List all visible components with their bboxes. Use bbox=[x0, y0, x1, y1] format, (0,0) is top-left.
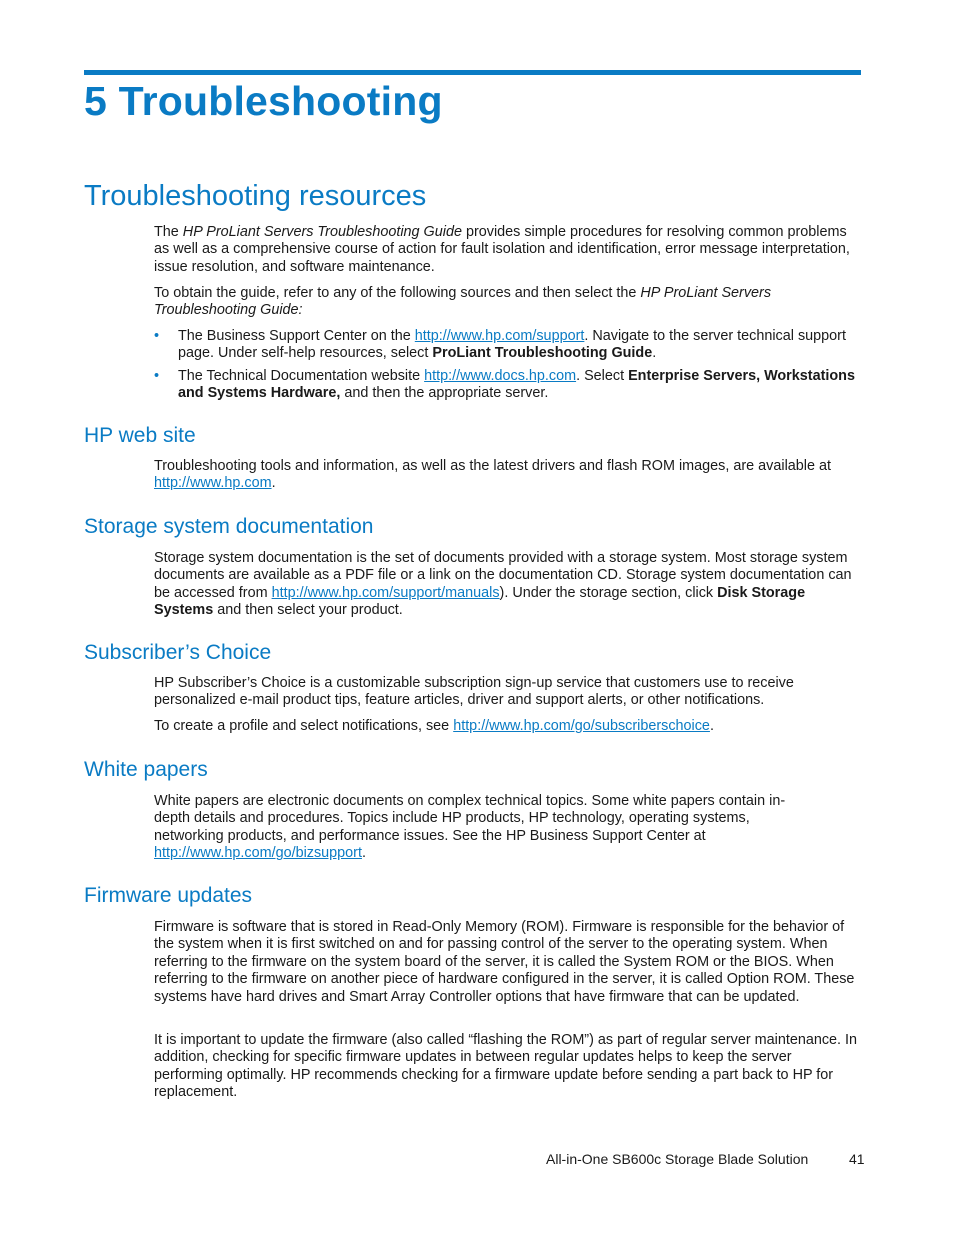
footer-title: All-in-One SB600c Storage Blade Solution bbox=[546, 1151, 809, 1167]
guide-title: HP ProLiant Servers Troubleshooting Guide: bbox=[154, 285, 772, 319]
intro-paragraph-1: The HP ProLiant Servers Troubleshooting Guide provides simple procedures for resolving common problems as well as a comprehensive course of action for fault isolation and identification, error message interpretation, issue resolution, and software maintenance. bbox=[154, 224, 850, 275]
firmware-paragraph-2: It is important to update the firmware (also called “flashing the ROM”) as part of regular server maintenance. In addition, checking for specific firmware updates in between regular updates helps to keep the server performing optimally. HP recommends checking for a firmware update before sending a part back to HP for replacement. bbox=[154, 1032, 858, 1101]
manuals-link[interactable]: http://www.hp.com/support/manuals bbox=[271, 584, 500, 601]
white-papers-heading: White papers bbox=[84, 758, 208, 781]
guide-title: HP ProLiant Servers Troubleshooting Guide bbox=[182, 224, 462, 240]
subscribers-heading: Subscriber’s Choice bbox=[84, 641, 272, 664]
hp-web-site-heading: HP web site bbox=[84, 424, 196, 447]
section-title: Troubleshooting resources bbox=[84, 180, 427, 212]
bizsupport-link[interactable]: http://www.hp.com/go/bizsupport bbox=[154, 845, 362, 862]
docs-link[interactable]: http://www.docs.hp.com bbox=[424, 368, 577, 384]
firmware-heading: Firmware updates bbox=[84, 884, 253, 907]
hp-web-site-paragraph: Troubleshooting tools and information, as well as the latest drivers and flash ROM images, are available at http://www.hp.com. bbox=[154, 458, 831, 492]
white-papers-paragraph: White papers are electronic documents on complex technical topics. Some white papers contain in-depth details and procedures. Topics include HP products, HP technology, operating systems, networking products, and performance issues. See the HP Business Support Center at http://www.hp.com/go/bizsupport. bbox=[154, 793, 786, 862]
subscribers-paragraph-1: HP Subscriber’s Choice is a customizable subscription sign-up service that customers use to receive personalized e-mail product tips, feature articles, driver and support alerts, or other notifications. bbox=[154, 675, 794, 709]
subscribers-link[interactable]: http://www.hp.com/go/subscriberschoice bbox=[453, 718, 710, 734]
chapter-title: 5 Troubleshooting bbox=[84, 78, 443, 124]
storage-docs-heading: Storage system documentation bbox=[84, 515, 374, 538]
page-number: 41 bbox=[849, 1151, 865, 1167]
firmware-paragraph-1: Firmware is software that is stored in Read-Only Memory (ROM). Firmware is responsible for the behavior of the system when it is first switched on and for passing control of the server to the operating system. When referring to the firmware on the system board of the server, it is called the System ROM or the BIOS. When referring to the firmware on another piece of hardware configured in the server, it is called Option ROM. These systems have hard drives and Smart Array Controller options that have firmware that can be updated. bbox=[154, 919, 855, 1005]
list-item: The Business Support Center on the http://www.hp.com/support. Navigate to the server technical support page. Under self-help resources, select ProLiant Troubleshooting Guide. bbox=[178, 328, 846, 362]
bullet-icon: • bbox=[154, 368, 160, 384]
subscribers-paragraph-2: To create a profile and select notifications, see http://www.hp.com/go/subscriberschoice. bbox=[154, 718, 714, 734]
storage-docs-paragraph: Storage system documentation is the set of documents provided with a storage system. Most storage system documents are available as a PDF file or a link on the documentation CD. Storage system documentation can be accessed from http://www.hp.com/support/manuals). Under the storage section, click Disk Storage Systems and then select your product. bbox=[154, 550, 852, 619]
bullet-icon: • bbox=[154, 328, 160, 344]
list-item: The Technical Documentation website http://www.docs.hp.com. Select Enterprise Servers, Workstations and Systems Hardware, and then the appropriate server. bbox=[178, 368, 855, 402]
hp-link[interactable]: http://www.hp.com bbox=[154, 475, 272, 492]
intro-paragraph-2: To obtain the guide, refer to any of the following sources and then select the HP ProLiant Servers Troubleshooting Guide: bbox=[154, 285, 772, 319]
chapter-rule bbox=[84, 70, 861, 75]
support-link[interactable]: http://www.hp.com/support bbox=[414, 328, 585, 344]
